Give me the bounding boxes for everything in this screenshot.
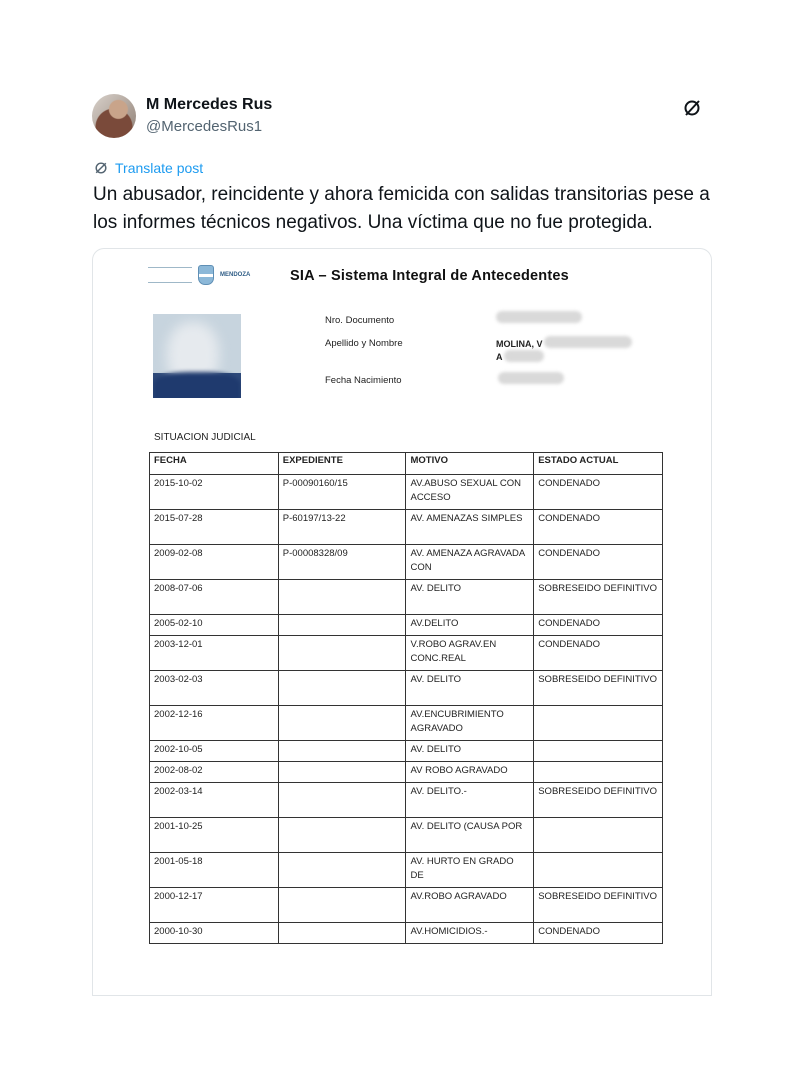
table-row [150, 923, 663, 944]
avatar[interactable] [92, 94, 136, 138]
table-header-row [150, 453, 663, 475]
cell-estado: CONDENADO [534, 510, 663, 545]
cell-motivo: AV. DELITO [406, 671, 534, 706]
table-row [150, 741, 663, 762]
cell-expediente [278, 706, 406, 741]
table-row [150, 475, 663, 510]
cell-estado: CONDENADO [534, 923, 663, 944]
cell-estado: CONDENADO [534, 636, 663, 671]
table-row [150, 853, 663, 888]
cell-expediente [278, 818, 406, 853]
table-row [150, 818, 663, 853]
cell-motivo: AV. DELITO [406, 580, 534, 615]
cell-estado: CONDENADO [534, 615, 663, 636]
section-label: SITUACION JUDICIAL [154, 432, 256, 443]
cell-estado [534, 741, 663, 762]
translate-label: Translate post [115, 160, 204, 176]
translate-post-link[interactable] [93, 160, 203, 176]
post-text-line-2: los informes técnicos negativos. Una víctima que no fue protegida. [93, 212, 653, 233]
cell-estado: SOBRESEIDO DEFINITIVO [534, 888, 663, 923]
doc-number-label: Nro. Documento [325, 315, 395, 326]
cell-motivo: AV ROBO AGRAVADO [406, 762, 534, 783]
redacted-name-1 [544, 336, 632, 348]
table-row [150, 671, 663, 706]
cell-motivo: AV. AMENAZAS SIMPLES [406, 510, 534, 545]
table-row [150, 615, 663, 636]
cell-estado: SOBRESEIDO DEFINITIVO [534, 580, 663, 615]
redacted-doc-number [496, 311, 582, 323]
author-name[interactable]: M Mercedes Rus [146, 96, 273, 113]
logo-text: MENDOZA [220, 272, 251, 278]
cell-estado: CONDENADO [534, 545, 663, 580]
table-row [150, 545, 663, 580]
cell-fecha: 2002-12-16 [150, 706, 279, 741]
post-text [93, 181, 723, 237]
cell-fecha: 2001-05-18 [150, 853, 279, 888]
cell-expediente [278, 923, 406, 944]
table-row [150, 636, 663, 671]
table-row [150, 783, 663, 818]
cell-motivo: V.ROBO AGRAV.EN CONC.REAL [406, 636, 534, 671]
table-row [150, 510, 663, 545]
author-handle[interactable]: @MercedesRus1 [146, 118, 263, 135]
government-logo [148, 262, 256, 288]
post-text-line-1: Un abusador, reincidente y ahora femicida con salidas transitorias pese a [93, 184, 710, 205]
cell-expediente [278, 615, 406, 636]
cell-estado [534, 762, 663, 783]
cell-motivo: AV.ENCUBRIMIENTO AGRAVADO [406, 706, 534, 741]
name-value-line-1: MOLINA, V [496, 339, 543, 349]
record-document [92, 248, 712, 996]
name-value-line-2: A [496, 352, 503, 362]
cell-expediente [278, 762, 406, 783]
cell-fecha: 2009-02-08 [150, 545, 279, 580]
cell-expediente [278, 888, 406, 923]
name-label: Apellido y Nombre [325, 338, 403, 349]
cell-estado [534, 706, 663, 741]
cell-fecha: 2003-12-01 [150, 636, 279, 671]
cell-fecha: 2000-12-17 [150, 888, 279, 923]
header-expediente: EXPEDIENTE [278, 453, 406, 475]
cell-fecha: 2008-07-06 [150, 580, 279, 615]
cell-expediente [278, 636, 406, 671]
table-row [150, 706, 663, 741]
cell-fecha: 2002-08-02 [150, 762, 279, 783]
cell-expediente: P-60197/13-22 [278, 510, 406, 545]
header-motivo: MOTIVO [406, 453, 534, 475]
cell-fecha: 2000-10-30 [150, 923, 279, 944]
cell-estado: SOBRESEIDO DEFINITIVO [534, 783, 663, 818]
cell-fecha: 2002-03-14 [150, 783, 279, 818]
post-image[interactable] [92, 248, 712, 996]
ministry-logo [148, 267, 192, 283]
cell-motivo: AV.DELITO [406, 615, 534, 636]
document-title: SIA – Sistema Integral de Antecedentes [290, 268, 569, 284]
cell-estado: SOBRESEIDO DEFINITIVO [534, 671, 663, 706]
cell-expediente: P-00090160/15 [278, 475, 406, 510]
header-estado: ESTADO ACTUAL [534, 453, 663, 475]
cell-expediente [278, 741, 406, 762]
cell-expediente [278, 783, 406, 818]
cell-estado: CONDENADO [534, 475, 663, 510]
cell-motivo: AV. DELITO (CAUSA POR [406, 818, 534, 853]
table-row [150, 762, 663, 783]
cell-expediente: P-00008328/09 [278, 545, 406, 580]
cell-motivo: AV.ABUSO SEXUAL CON ACCESO [406, 475, 534, 510]
redacted-name-2 [504, 350, 544, 362]
shield-icon [198, 265, 214, 285]
cell-motivo: AV.HOMICIDIOS.- [406, 923, 534, 944]
cell-fecha: 2015-07-28 [150, 510, 279, 545]
cell-expediente [278, 580, 406, 615]
cell-motivo: AV. DELITO [406, 741, 534, 762]
cell-fecha: 2002-10-05 [150, 741, 279, 762]
cell-expediente [278, 853, 406, 888]
cell-estado [534, 818, 663, 853]
header-fecha: FECHA [150, 453, 279, 475]
id-photo-blurred [153, 314, 241, 398]
translate-icon [93, 160, 109, 176]
cell-motivo: AV. AMENAZA AGRAVADA CON [406, 545, 534, 580]
table-row [150, 580, 663, 615]
cell-fecha: 2001-10-25 [150, 818, 279, 853]
grok-icon[interactable] [682, 98, 702, 118]
cell-estado [534, 853, 663, 888]
post-header [92, 94, 712, 144]
cell-motivo: AV.ROBO AGRAVADO [406, 888, 534, 923]
birth-date-label: Fecha Nacimiento [325, 375, 402, 386]
table-row [150, 888, 663, 923]
cell-fecha: 2015-10-02 [150, 475, 279, 510]
cell-motivo: AV. DELITO.- [406, 783, 534, 818]
records-table [149, 452, 663, 944]
redacted-birth-date [498, 372, 564, 384]
cell-fecha: 2005-02-10 [150, 615, 279, 636]
cell-fecha: 2003-02-03 [150, 671, 279, 706]
cell-expediente [278, 671, 406, 706]
cell-motivo: AV. HURTO EN GRADO DE [406, 853, 534, 888]
